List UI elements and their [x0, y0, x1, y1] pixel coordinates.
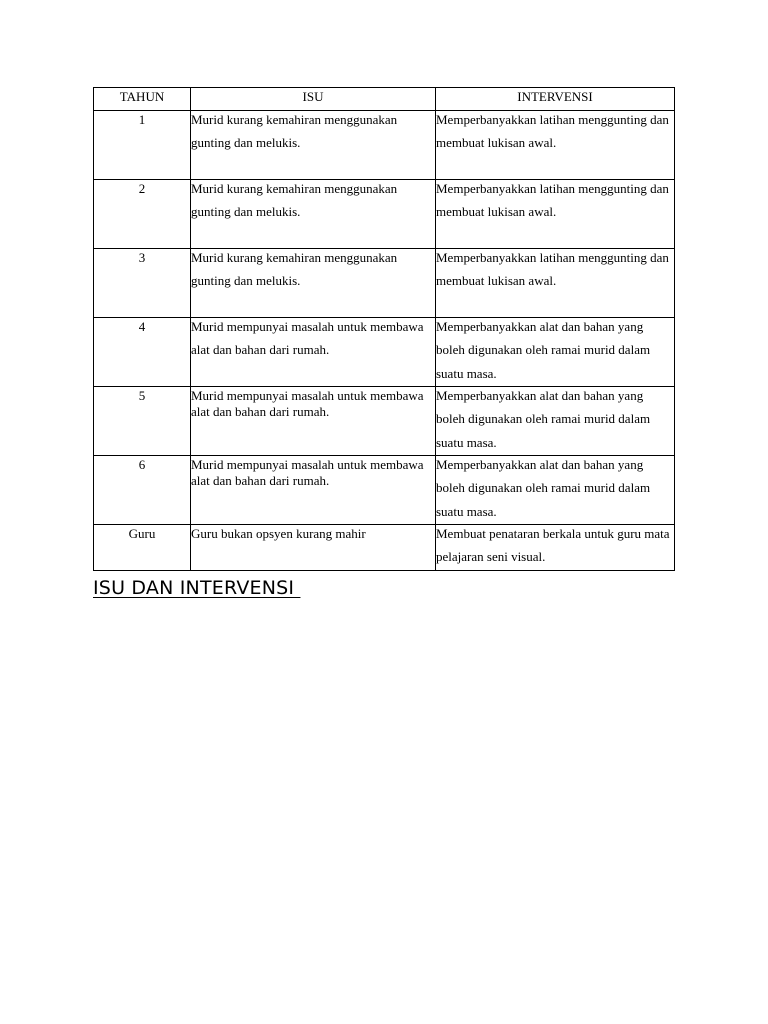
cell-intervensi: [436, 180, 675, 249]
section-heading: ISU DAN INTERVENSI: [93, 577, 301, 599]
cell-intervensi-text: Memperbanyakkan latihan menggunting dan membuat lukisan awal.: [436, 112, 669, 151]
cell-isu-text: Guru bukan opsyen kurang mahir: [191, 526, 366, 541]
cell-intervensi: [436, 249, 675, 318]
cell-tahun: 5: [94, 387, 191, 456]
cell-isu: [191, 525, 436, 571]
cell-isu: [191, 111, 436, 180]
cell-isu-text: Murid mempunyai masalah untuk membawa alat dan bahan dari rumah.: [191, 388, 424, 419]
cell-intervensi-text: Memperbanyakkan alat dan bahan yang boleh digunakan oleh ramai murid dalam suatu masa.: [436, 319, 651, 381]
cell-isu-text: Murid kurang kemahiran menggunakan gunting dan melukis.: [191, 181, 398, 220]
cell-intervensi-text: Memperbanyakkan alat dan bahan yang boleh digunakan oleh ramai murid dalam suatu masa.: [436, 457, 651, 519]
cell-tahun: Guru: [94, 525, 191, 571]
cell-intervensi: [436, 111, 675, 180]
cell-isu: [191, 180, 436, 249]
cell-tahun: 1: [94, 111, 191, 180]
table-row: [94, 525, 675, 571]
cell-isu-text: Murid mempunyai masalah untuk membawa alat dan bahan dari rumah.: [191, 457, 424, 488]
cell-isu-text: Murid kurang kemahiran menggunakan gunting dan melukis.: [191, 250, 398, 289]
cell-tahun: 2: [94, 180, 191, 249]
table-row: [94, 111, 675, 180]
cell-isu-text: Murid kurang kemahiran menggunakan gunting dan melukis.: [191, 112, 398, 151]
cell-isu: [191, 456, 436, 525]
table-row: [94, 180, 675, 249]
isu-intervensi-table: [93, 87, 675, 571]
header-isu: ISU: [191, 88, 436, 111]
cell-intervensi: [436, 456, 675, 525]
cell-intervensi: [436, 525, 675, 571]
cell-tahun: 3: [94, 249, 191, 318]
cell-isu: [191, 318, 436, 387]
table-row: [94, 249, 675, 318]
cell-intervensi-text: Memperbanyakkan alat dan bahan yang boleh digunakan oleh ramai murid dalam suatu masa.: [436, 388, 651, 450]
cell-intervensi: [436, 387, 675, 456]
cell-intervensi-text: Memperbanyakkan latihan menggunting dan membuat lukisan awal.: [436, 250, 669, 289]
header-tahun: TAHUN: [94, 88, 191, 111]
cell-intervensi-text: Memperbanyakkan latihan menggunting dan membuat lukisan awal.: [436, 181, 669, 220]
cell-intervensi: [436, 318, 675, 387]
cell-tahun: 4: [94, 318, 191, 387]
table-row: [94, 318, 675, 387]
cell-isu: [191, 249, 436, 318]
table-row: [94, 387, 675, 456]
header-intervensi: INTERVENSI: [436, 88, 675, 111]
table-row: [94, 456, 675, 525]
cell-isu: [191, 387, 436, 456]
cell-tahun: 6: [94, 456, 191, 525]
cell-isu-text: Murid mempunyai masalah untuk membawa alat dan bahan dari rumah.: [191, 319, 424, 358]
cell-intervensi-text: Membuat penataran berkala untuk guru mata pelajaran seni visual.: [436, 526, 670, 565]
